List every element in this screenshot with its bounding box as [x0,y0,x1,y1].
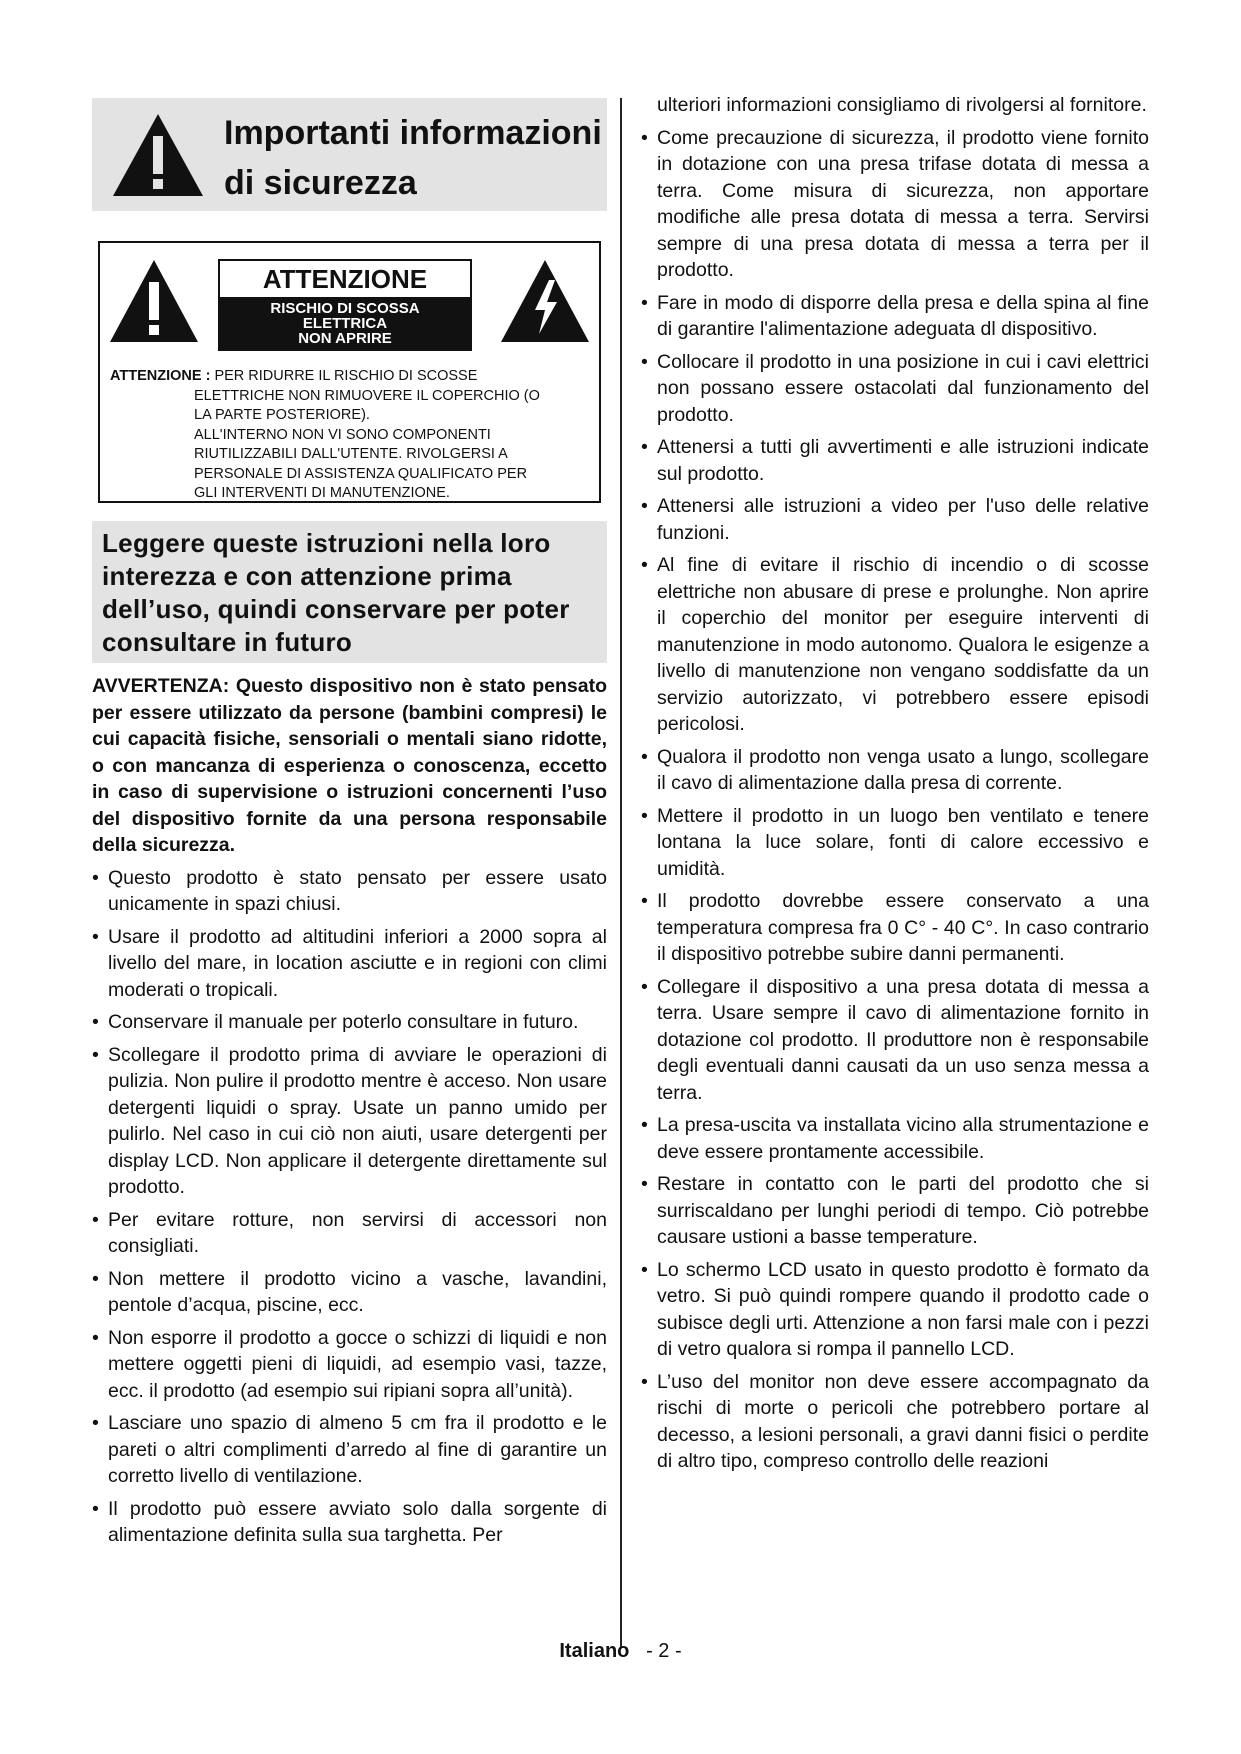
caution-line-5: RIUTILIZZABILI DALL'UTENTE. RIVOLGERSI A [194,446,508,462]
list-item: • Il prodotto può essere avviato solo dalla sorgente di alimentazione definita sulla sua targhetta. Per [92,1496,607,1549]
read-line-3: dell’uso, quindi conservare per poter [102,594,570,624]
caution-sub-line-3: NON APRIRE [298,330,392,347]
read-line-1: Leggere queste istruzioni nella loro [102,528,551,558]
caution-line-3: LA PARTE POSTERIORE). [194,407,370,423]
list-item: • Lo schermo LCD usato in questo prodotto è formato da vetro. Si può quindi rompere quando il prodotto cade o subisce degli urti. Attenzione a non farsi male con i pezzi di vetro qualora si rompa il pannello LCD. [641,1257,1149,1363]
caution-sub-line-2: ELETTRICA [302,315,388,332]
lightning-triangle-icon [499,258,591,344]
warning-triangle-icon [110,110,206,200]
list-item: • Lasciare uno spazio di almeno 5 cm fra il prodotto e le pareti o altri complimenti d’arredo al fine di garantire un corretto livello di ventilazione. [92,1410,607,1490]
caution-line-1: PER RIDURRE IL RISCHIO DI SCOSSE [214,368,478,384]
list-item: • L’uso del monitor non deve essere accompagnato da rischi di morte o pericoli che potrebbero portare al decesso, a lesioni personali, a gravi danni fisici o perdite di altro tipo, compreso controllo delle reazioni [641,1369,1149,1475]
page-footer [0,1640,1241,1663]
read-line-2: interezza e con attenzione prima [102,561,512,591]
right-column [641,92,1149,1475]
caution-line-4: ALL'INTERNO NON VI SONO COMPONENTI [194,426,491,443]
list-item: • Il prodotto dovrebbe essere conservato a una temperatura compresa fra 0 C° - 40 C°. In caso contrario il dispositivo potrebbe subire danni permanenti. [641,888,1149,968]
caution-line-7: GLI INTERVENTI DI MANUTENZIONE. [194,485,450,501]
list-item: • Qualora il prodotto non venga usato a lungo, scollegare il cavo di alimentazione dalla presa di corrente. [641,744,1149,797]
list-item: • Restare in contatto con le parti del prodotto che si surriscaldano per lunghi periodi di tempo. Ciò potrebbe causare ustioni a basse temperature. [641,1171,1149,1251]
caution-sub-line-1: RISCHIO DI SCOSSA [270,300,420,317]
list-item: • Attenersi alle istruzioni a video per l'uso delle relative funzioni. [641,493,1149,546]
list-item: • Conservare il manuale per poterlo consultare in futuro. [92,1009,607,1036]
list-item: • Mettere il prodotto in un luogo ben ventilato e tenere lontana la luce solare, fonti di calore eccessivo e umidità. [641,803,1149,883]
exclamation-triangle-icon [108,258,200,344]
list-item: • Non mettere il prodotto vicino a vasche, lavandini, pentole d’acqua, piscine, ecc. [92,1266,607,1319]
list-item: • Fare in modo di disporre della presa e della spina al fine di garantire l'alimentazione adeguata dl dispositivo. [641,290,1149,343]
column-divider [620,98,622,1648]
left-column [92,98,607,1549]
safety-title-box [92,98,607,211]
left-bullet-list [92,865,607,1549]
list-item: • Non esporre il prodotto a gocce o schizzi di liquidi e non mettere oggetti pieni di liquidi, ad esempio vasi, tazze, ecc. il prodotto (ad esempio sui ripiani sopra all’unità). [92,1325,607,1405]
caution-line-6: PERSONALE DI ASSISTENZA QUALIFICATO PER [194,465,528,482]
read-line-4: consultare in futuro [102,627,353,657]
caution-subtitle [220,297,470,349]
list-item: • Per evitare rotture, non servirsi di accessori non consigliati. [92,1207,607,1260]
read-instructions-box [92,521,607,663]
caution-title: ATTENZIONE [220,261,470,297]
list-item: • Questo prodotto è stato pensato per essere usato unicamente in spazi chiusi. [92,865,607,918]
title-line-2: di sicurezza [224,164,417,202]
list-item: • Collegare il dispositivo a una presa dotata di messa a terra. Usare sempre il cavo di alimentazione fornito in dotazione col prodotto. Il produttore non è responsabile degli eventuali danni causati da un uso senza messa a terra. [641,974,1149,1107]
list-item: • Usare il prodotto ad altitudini inferiori a 2000 sopra al livello del mare, in location asciutte e in regioni con climi moderati o tropicali. [92,924,607,1004]
continued-text: ulteriori informazioni consigliamo di rivolgersi al fornitore. [657,94,1147,116]
caution-center-panel [218,259,472,351]
footer-language: Italiano [559,1640,630,1662]
warning-paragraph: AVVERTENZA: Questo dispositivo non è stato pensato per essere utilizzato da persone (bambini compresi) le cui capacità fisiche, sensoriali o mentali siano ridotte, o con mancanza di esperienza o conoscenza, eccetto in caso di supervisione o istruzioni concernenti l’uso del dispositivo fornite da una persona responsabile della sicurezza. [92,675,607,856]
right-bullet-list [641,125,1149,1475]
list-item: • Attenersi a tutti gli avvertimenti e alle istruzioni indicate sul prodotto. [641,434,1149,487]
list-item: • Collocare il prodotto in una posizione in cui i cavi elettrici non possano essere ostacolati dal funzionamento del prodotto. [641,349,1149,429]
caution-lead: ATTENZIONE : [110,368,211,384]
page-number: - 2 - [646,1640,682,1662]
list-item: • Scollegare il prodotto prima di avviare le operazioni di pulizia. Non pulire il prodotto mentre è acceso. Non usare detergenti liquidi o spray. Usate un panno umido per pulirlo. Nel caso in cui ciò non aiuti, usare detergenti per display LCD. Non applicare il detergente direttamente sul prodotto. [92,1042,607,1201]
list-item: • La presa-uscita va installata vicino alla strumentazione e deve essere prontamente accessibile. [641,1112,1149,1165]
title-line-1: Importanti informazioni [224,114,602,152]
caution-label-box [98,241,601,503]
list-item: • Al fine di evitare il rischio di incendio o di scosse elettriche non abusare di prese e prolunghe. Non aprire il coperchio del monitor per eseguire interventi di manutenzione in modo autonomo. Qualora le esigenze a livello di manutenzione non vengano soddisfatte da un servizio autorizzato, vi potrebbero essere episodi pericolosi. [641,552,1149,738]
caution-line-2: ELETTRICHE NON RIMUOVERE IL COPERCHIO (O [194,387,540,404]
page-title [224,108,602,208]
list-item: • Come precauzione di sicurezza, il prodotto viene fornito in dotazione con una presa trifase dotata di messa a terra. Come misura di sicurezza, non apportare modifiche alle presa dotata di messa a terra. Servirsi sempre di una presa dotata di messa a terra per il prodotto. [641,125,1149,284]
caution-text [110,367,590,504]
